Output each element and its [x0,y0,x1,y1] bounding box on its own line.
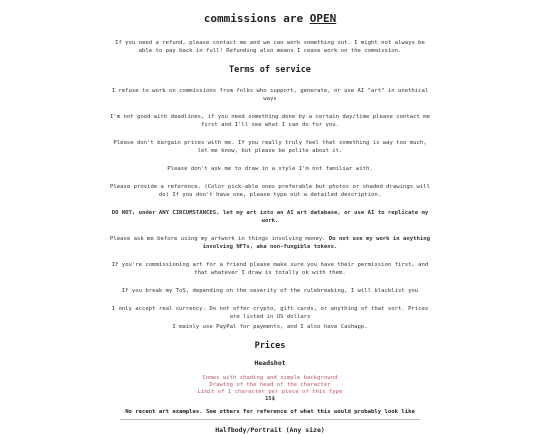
tos-ai-database: DO NOT, under ANY CIRCUMSTANCES, let my art into an AI art database, or use AI to replicate my work. [111,210,429,224]
headshot-details [110,375,430,403]
prices-heading: Prices [254,341,286,351]
tos-currency: I only accept real currency. Do not offer crypto, gift cards, or anything of that sort. Prices are listed in US dollars [111,306,429,320]
refund-text: If you need a refund, please contact me and we can work something out. I might not always be able to pay back in full! Refunding also means I cease work on the commission. [115,40,425,54]
title-prefix: commissions are [203,12,310,25]
tos-style: Please don't ask me to draw in a style I'm not familiar with. [167,166,373,172]
tos-blacklist: If you break my ToS, depending on the severity of the rulebreaking, I will blacklist you [121,288,419,294]
headshot-line-1: Comes with shading and simple background [202,375,338,381]
tos-ai-ethics: I refuse to work on commissions from folks who support, generate, or use AI "art" in unethical ways [111,88,429,102]
headshot-line-2: Drawing of the head of the character [209,382,331,388]
prices-section [110,341,430,434]
tos-nft: Do not use my work in anything involving NFTs, aka non-fungible tokens. [202,236,430,250]
headshot-price: 15$ [264,396,276,402]
tos-payment: I mainly use PayPal for payments, and I also have Cashapp. [172,324,368,330]
terms-heading: Terms of service [229,65,311,75]
examples-note: No recent art examples. See others for reference of what this would probably look like [125,409,415,415]
headshot-heading: Headshot [254,359,286,367]
tos-bargain: Please don't bargain prices with me. If you really truly feel that something is way too much, let me know, but please be polite about it. [113,140,427,154]
tos-friend: If you're commissioning art for a friend please make sure you have their permission first, and that whatever I draw is totally ok with them. [111,262,429,276]
tos-deadlines: I'm not good with deadlines, if you need something done by a certain day/time please contact me first and I'll see what I can do for you. [110,114,430,128]
open-status-link[interactable]: OPEN [309,12,337,25]
tos-money-plain: Please ask me before using my artwork in things involving money. [110,236,329,242]
tos-money [110,235,430,251]
page-title [110,12,430,25]
tos-reference: Please provide a reference. (Color pick-able ones preferable but photos or shaded drawings will do) If you don't have one, please type out a detailed description. [110,184,430,198]
headshot-line-3: Limit of 1 character per piece of this type [197,389,343,395]
halfbody-heading: Halfbody/Portrait (Any size) [215,426,325,434]
section-divider [120,419,420,420]
